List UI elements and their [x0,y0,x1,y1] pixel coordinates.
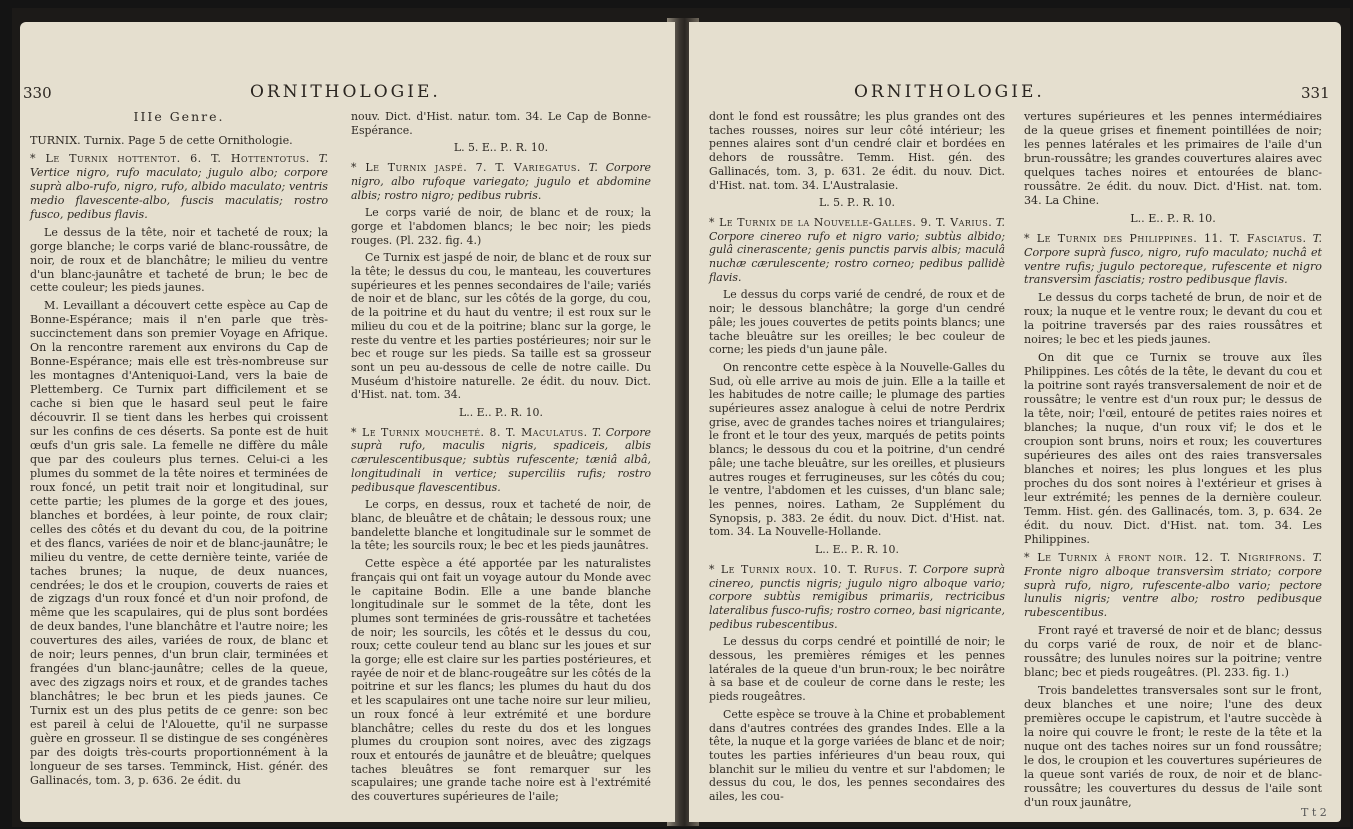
text-column-4 [1024,110,1322,814]
continuation-text: vertures supérieures et les pennes intermédiaires de la queue grises et finement pointillées de noir; les pennes latérales et les primaires de l'aile d'un brun-roussâtre; les grandes couvertures alaires avec quelques taches noires et entourées de blanc-roussâtre. 2e édit. du nouv. Dict. d'Hist. nat. tom. 34. La Chine. [1024,110,1322,207]
description-paragraph: Le dessus de la tête, noir et tacheté de roux; la gorge blanche; le corps varié de blanc-roussâtre, de noir, de roux et de blanchâtre; le milieu du ventre d'un blanc-jaunâtre et tacheté de brun; le bec de cette couleur; les pieds jaunes. [30,225,328,295]
left-page [20,22,675,822]
species-entry [351,161,651,202]
latin-diagnosis: T. Vertice nigro, rufo maculato; jugulo albo; corpore suprà albo-rufo, nigro, rufo, albido maculato; ventris medio flavescente-albo, fuscis maculatis; rostro fusco, pedibus flavis. [30,151,329,221]
description-paragraph: Trois bandelettes transversales sont sur le front, deux blanches et une noire; l'une des deux premières occupe le capistrum, et l'autre succède à la noire qui couvre le front; le reste de la tête et la nuque ont des taches noires sur un fond roussâtre; le dos, le croupion et les couvertures supérieures de la queue sont variés de roux, de noir et de blanc-roussâtre; les couvertures du dessus de l'aile sont d'un roux jaunâtre, [1024,684,1322,809]
book-spread [12,8,1350,827]
plate-reference: L.. E.. P.. R. 10. [459,406,543,420]
species-heading: * Le Turnix de la Nouvelle-Galles. 9. T. Varius. [709,215,993,229]
running-head: ORNITHOLOGIE. [854,82,1045,102]
text-column-2 [351,110,651,808]
species-heading: * Le Turnix roux. 10. T. Rufus. [709,562,903,576]
plate-reference: L. 5. E.. P.. R. 10. [453,141,549,155]
latin-diagnosis: T. Corpore suprà cinereo, punctis nigris; jugulo nigro alboque vario; corpore subtùs remigibus primariis, rectricibus lateralibus fusco-rufis; rostro corneo, basi nigricante, pedibus rubescentibus. [709,562,1005,631]
latin-diagnosis: T. Corpore cinereo rufo et nigro vario; subtùs albido; gulâ cinerascente; genis punctis parvis albis; maculâ nuchæ cærulescente; rostro corneo; pedibus pallidè flavis. [709,215,1005,284]
description-paragraph: Cette espèce a été apportée par les naturalistes français qui ont fait un voyage autour du Monde avec le capitaine Bodin. Elle a une bande blanche longitudinale sur le sommet de la tête, dont les plumes sont terminées de gris-roussâtre et tachetées de noir; les sourcils, les côtés et le dessus du cou, roux; cette couleur tend au blanc sur les joues et sur la gorge; elle est claire sur les parties postérieures, et rayée de noir et de blanc-rougeâtre sur les côtés de la poitrine et sur les flancs; les plumes du haut du dos et les scapulaires ont une tache noire sur leur milieu, un roux foncé à leur extrémité et une bordure blanchâtre; celles du reste du dos et les longues plumes du croupion sont noires, avec des zigzags roux et entourés de jaunâtre et de bleuâtre; quelques taches bleuâtres se font remarquer sur les scapulaires; une grande tache noire est à l'extrémité des couvertures supérieures de l'aile; [351,557,651,804]
description-paragraph: On dit que ce Turnix se trouve aux îles Philippines. Les côtés de la tête, le devant du cou et la poitrine sont rayés transversalement de noir et de roussâtre; le ventre est d'un roux pur; le dessus de la tête, noir; l'œil, entouré de petites raies noires et blanches; la nuque, d'un roux vif; le dos et le croupion sont bruns, noirs et roux; les couvertures supérieures des ailes ont des raies transversales blanches et noires; les plus longues et les plus proches du dos sont noires à l'extérieur et grises à leur extrémité; les pennes de la dernière couleur. Temm. Hist. gén. des Gallinacés, tom. 3, p. 634. 2e édit. du nouv. Dict. d'Hist. nat. tom. 34. Les Philippines. [1024,351,1322,546]
genre-heading: IIIe Genre. [133,109,225,124]
species-entry [1024,551,1322,621]
text-column-1 [30,110,328,792]
plate-reference: L. 5. P.. R. 10. [819,196,895,210]
description-paragraph: Le dessus du corps cendré et pointillé de noir; le dessous, les premières rémiges et les pennes latérales de la queue d'un brun-roux; le bec noirâtre à sa base et de couleur de corne dans le reste; les pieds rougeâtres. [709,635,1005,704]
description-paragraph: Cette espèce se trouve à la Chine et probablement dans d'autres contrées des grandes Indes. Elle a la tête, la nuque et la gorge variées de blanc et de noir; toutes les parties inférieures d'un beau roux, qui blanchit sur le milieu du ventre et sur l'abdomen; le dessus du cou, le dos, les pennes secondaires des ailes, les cou- [709,707,1005,804]
species-entry [1024,232,1322,288]
latin-diagnosis: T. Corpore suprà rufo, maculis nigris, spadiceis, albis cærulescentibusque; subtùs rufescente; tæniâ albâ, longitudinali in vertice; superciliis rufis; rostro pedibusque flavescentibus. [351,425,651,494]
text-column-3 [709,110,1005,808]
genus-intro: TURNIX. Turnix. Page 5 de cette Ornithologie. [30,133,293,147]
species-entry [30,152,328,222]
description-paragraph: M. Levaillant a découvert cette espèce au Cap de Bonne-Espérance; mais il n'en parle que très-succinctement dans son premier Voyage en Afrique. On la rencontre rarement aux environs du Cap de Bonne-Espérance; mais elle est très-nombreuse sur les montagnes d'Anteniquoi-Land, vers la baie de Plettemberg. Ce Turnix part difficilement et se cache si bien que le hasard seul peut le faire découvrir. Il se tient dans les herbes qui croissent sur les confins de ces déserts. Sa ponte est de huit œufs d'un gris sale. La femelle ne diffère du mâle que par des couleurs plus ternes. Celui-ci a les plumes du sommet de la tête noires et terminées de roux foncé, un petit trait noir et longitudinal, sur cette partie; les plumes de la gorge et des joues, blanches et bordées, à leur pointe, de roux clair; celles des côtés et du devant du cou, de la poitrine et des flancs, variées de noir et de blanc-jaunâtre; le milieu du ventre, de cette dernière teinte, variée de taches brunes; la nuque, de deux nuances, cendrées; le dos et le croupion, couverts de raies et de zigzags d'un roux foncé et d'un noir profond, de même que les scapulaires, qui de plus sont bordées de deux bandes, l'une blanchâtre et l'autre noire; les couvertures des ailes, variées de roux, de blanc et de noir; leurs pennes, d'un brun clair, terminées et frangées d'un blanc-jaunâtre; celles de la queue, avec des zigzags noirs et roux, et de grandes taches blanchâtres; le bec brun et les pieds jaunes. Ce Turnix est un des plus petits de ce genre: son bec est pareil à celui de l'Alouette, qu'il ne surpasse guère en grosseur. Il se distingue de ses congénères par des doigts très-courts proportionnément à la longueur de ses tarses. Temminck, Hist. génér. des Gallinacés, tom. 3, p. 636. 2e édit. du [30,299,328,787]
right-page [689,22,1341,822]
signature-mark: T t 2 [1301,806,1327,819]
continuation-text: nouv. Dict. d'Hist. natur. tom. 34. Le Cap de Bonne-Espérance. [351,110,651,137]
continuation-text: dont le fond est roussâtre; les plus grandes ont des taches rousses, noires sur leur côté intérieur; les pennes alaires sont d'un cendré clair et bordées en dehors de roussâtre. Temm. Hist. gén. des Gallinacés, tom. 3, p. 631. 2e édit. du nouv. Dict. d'Hist. nat. tom. 34. L'Australasie. [709,110,1005,192]
species-heading: * Le Turnix jaspé. 7. T. Variegatus. [351,161,581,175]
description-paragraph: Ce Turnix est jaspé de noir, de blanc et de roux sur la tête; le dessus du cou, le manteau, les couvertures supérieures et les pennes secondaires de l'aile; variés de noir et de blanc, sur les côtés de la gorge, du cou, de la poitrine et du haut du ventre; il est roux sur le milieu du cou et de la poitrine; blanc sur la gorge, le reste du ventre et les parties postérieures; noir sur le bec et rouge sur les pieds. Sa taille est sa grosseur sont un peu au-dessous de celle de notre caille. Du Muséum d'histoire naturelle. 2e édit. du nouv. Dict. d'Hist. nat. tom. 34. [351,251,651,402]
species-entry [351,426,651,495]
species-entry [709,563,1005,632]
description-paragraph: Le dessus du corps tacheté de brun, de noir et de roux; la nuque et le ventre roux; le devant du cou et la poitrine traversés par des raies roussâtres et noires; le bec et les pieds jaunes. [1024,291,1322,347]
species-heading: * Le Turnix moucheté. 8. T. Maculatus. [351,425,588,439]
latin-diagnosis: T. Fronte nigro alboque transversìm striato; corpore suprà rufo, nigro, rufescente-albo vario; pectore lunulis nigris; ventre albo; rostro pedibusque rubescentibus. [1024,550,1322,620]
description-paragraph: Le dessus du corps varié de cendré, de roux et de noir; le dessous blanchâtre; la gorge d'un cendré pâle; les joues couvertes de petits points blancs; une tache bleuâtre sur les oreilles; le bec couleur de corne; les pieds d'un jaune pâle. [709,288,1005,357]
species-heading: * Le Turnix à front noir. 12. T. Nigrifrons. [1024,550,1307,564]
species-heading: * Le Turnix des Philippines. 11. T. Fasciatus. [1024,231,1307,245]
species-entry [709,216,1005,285]
running-head: ORNITHOLOGIE. [250,82,441,102]
latin-diagnosis: T. Corpore suprà fusco, nigro, rufo maculato; nuchâ et ventre rufis; jugulo pectoreque, rufescente et nigro transversìm fasciatis; rostro pedibusque flavis. [1024,231,1322,287]
description-paragraph: Front rayé et traversé de noir et de blanc; dessus du corps varié de roux, de noir et de blanc-roussâtre; des lunules noires sur la poitrine; ventre blanc; bec et pieds rougeâtres. (Pl. 233. fig. 1.) [1024,624,1322,680]
plate-reference: L.. E.. P.. R. 10. [815,543,899,557]
page-number: 331 [1301,84,1330,102]
page-number: 330 [23,84,52,102]
species-heading: * Le Turnix hottentot. 6. T. Hottentotus. [30,151,310,165]
description-paragraph: Le corps, en dessus, roux et tacheté de noir, de blanc, de bleuâtre et de châtain; le dessous roux; une bandelette blanche et longitudinale sur le sommet de la tête; les sourcils roux; le bec et les pieds jaunâtres. [351,498,651,553]
latin-diagnosis: T. Corpore nigro, albo rufoque variegato; jugulo et abdomine albis; rostro nigro; pedibus rubris. [351,161,651,202]
description-paragraph: Le corps varié de noir, de blanc et de roux; la gorge et l'abdomen blancs; le bec noir; les pieds rouges. (Pl. 232. fig. 4.) [351,206,651,247]
description-paragraph: On rencontre cette espèce à la Nouvelle-Galles du Sud, où elle arrive au mois de juin. Elle a la taille et les habitudes de notre caille; le plumage des parties supérieures assez analogue à celui de notre Perdrix grise, avec de grandes taches noires et triangulaires; le front et le tour des yeux, marqués de petits points blancs; le dessous du cou et la poitrine, d'un cendré pâle; une tache bleuâtre, sur les oreilles, et plusieurs autres rouges et ferrugineuses, sur les côtés du cou; le ventre, l'abdomen et les cuisses, d'un blanc sale; les pennes, noires. Latham, 2e Supplément du Synopsis, p. 383. 2e édit. du nouv. Dict. d'Hist. nat. tom. 34. La Nouvelle-Hollande. [709,360,1005,539]
plate-reference: L.. E.. P.. R. 10. [1130,211,1216,225]
